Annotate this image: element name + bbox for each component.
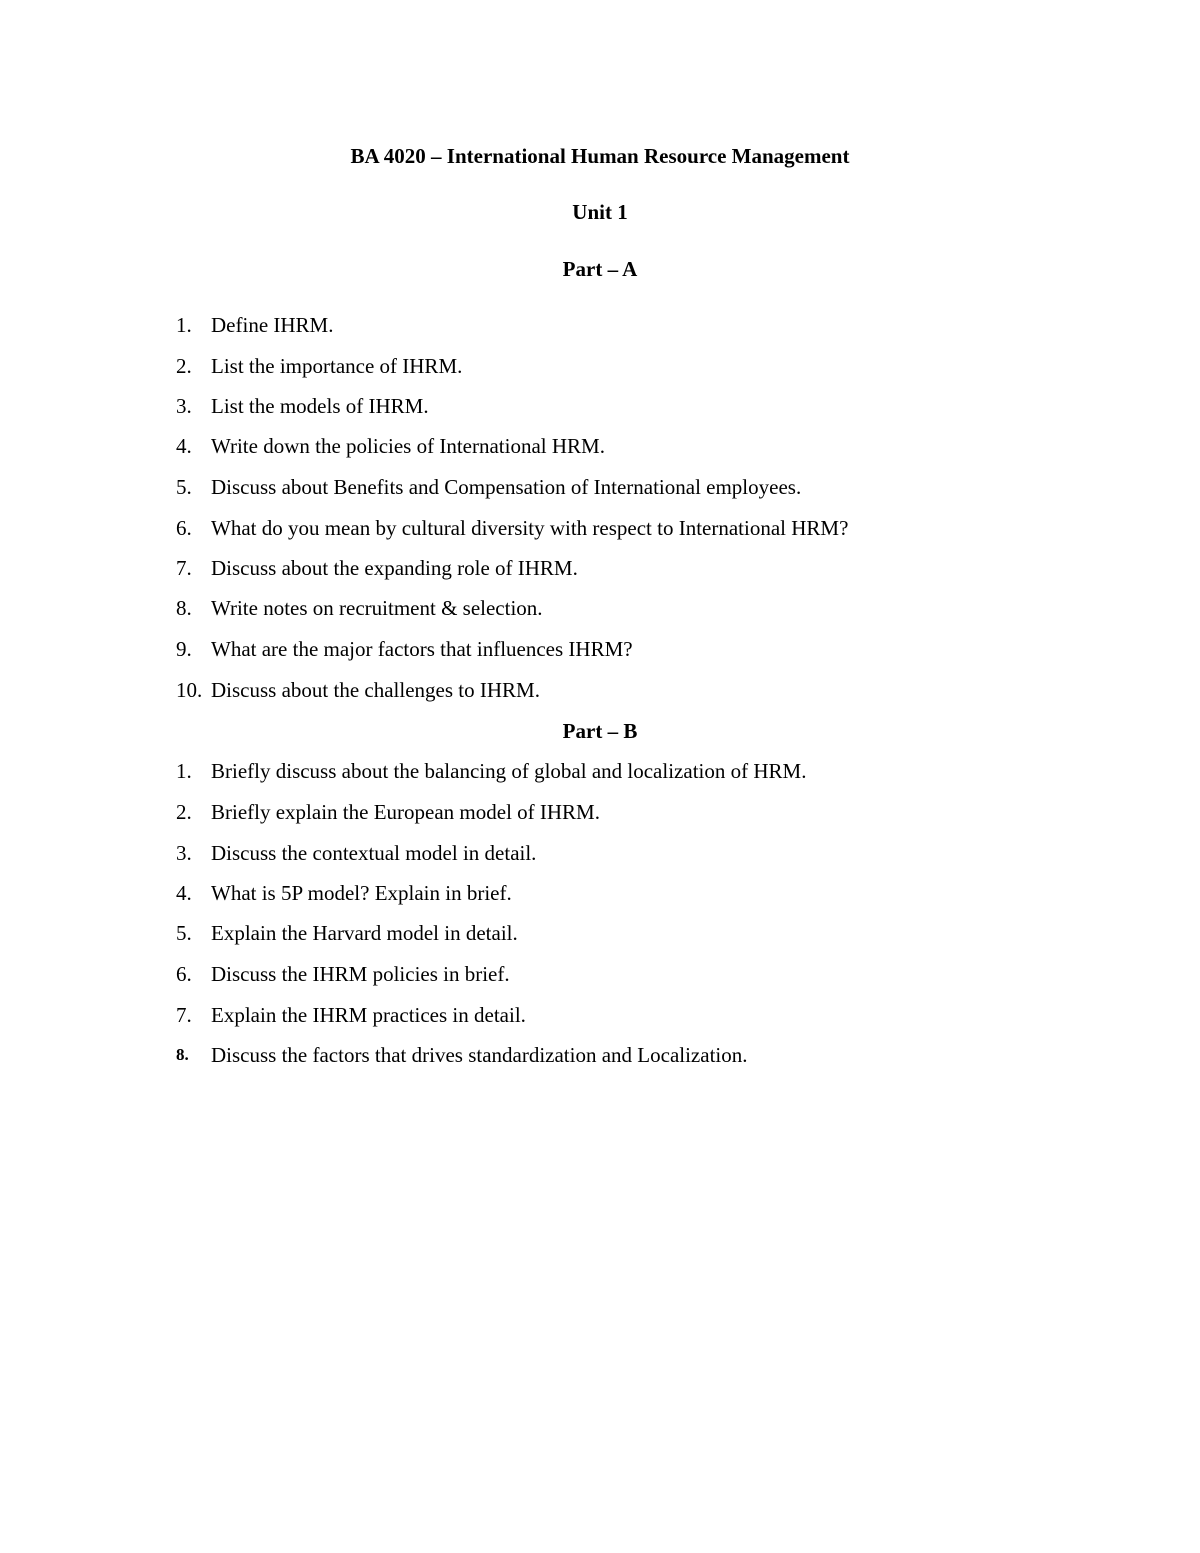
- question-number: 1.: [176, 313, 192, 337]
- part-a-title: Part – A: [562, 257, 638, 281]
- question-number: 2.: [176, 800, 192, 824]
- question-number: 8.: [176, 1045, 189, 1064]
- question-text: What is 5P model? Explain in brief.: [211, 881, 512, 905]
- question-text: Explain the IHRM practices in detail.: [211, 1003, 526, 1027]
- question-text: Discuss the IHRM policies in brief.: [211, 962, 510, 986]
- question-text: What do you mean by cultural diversity with respect to International HRM?: [211, 516, 849, 540]
- question-number: 4.: [176, 881, 192, 905]
- question-number: 9.: [176, 637, 192, 661]
- question-text: Define IHRM.: [211, 313, 334, 337]
- question-text: Discuss the factors that drives standardization and Localization.: [211, 1043, 748, 1067]
- question-text: Discuss about Benefits and Compensation of International employees.: [211, 475, 802, 499]
- question-text: Briefly explain the European model of IHRM.: [211, 800, 600, 824]
- question-text: What are the major factors that influences IHRM?: [211, 637, 633, 661]
- question-text: Write down the policies of International HRM.: [211, 434, 605, 458]
- question-number: 7.: [176, 1003, 192, 1027]
- question-number: 10.: [176, 678, 203, 702]
- question-text: Explain the Harvard model in detail.: [211, 921, 518, 945]
- question-number: 3.: [176, 841, 192, 865]
- question-number: 3.: [176, 394, 192, 418]
- question-text: Briefly discuss about the balancing of global and localization of HRM.: [211, 759, 807, 783]
- question-number: 6.: [176, 962, 192, 986]
- question-number: 8.: [176, 596, 192, 620]
- question-number: 5.: [176, 921, 192, 945]
- question-text: List the importance of IHRM.: [211, 354, 463, 378]
- course-title: BA 4020 – International Human Resource Management: [350, 144, 850, 168]
- question-number: 2.: [176, 354, 192, 378]
- question-text: Discuss the contextual model in detail.: [211, 841, 537, 865]
- question-text: Write notes on recruitment & selection.: [211, 596, 543, 620]
- question-number: 7.: [176, 556, 192, 580]
- question-text: List the models of IHRM.: [211, 394, 429, 418]
- unit-title: Unit 1: [572, 200, 628, 224]
- question-number: 1.: [176, 759, 192, 783]
- question-number: 4.: [176, 434, 192, 458]
- question-text: Discuss about the challenges to IHRM.: [211, 678, 540, 702]
- part-b-title: Part – B: [562, 719, 638, 743]
- question-number: 5.: [176, 475, 192, 499]
- question-number: 6.: [176, 516, 192, 540]
- question-text: Discuss about the expanding role of IHRM.: [211, 556, 578, 580]
